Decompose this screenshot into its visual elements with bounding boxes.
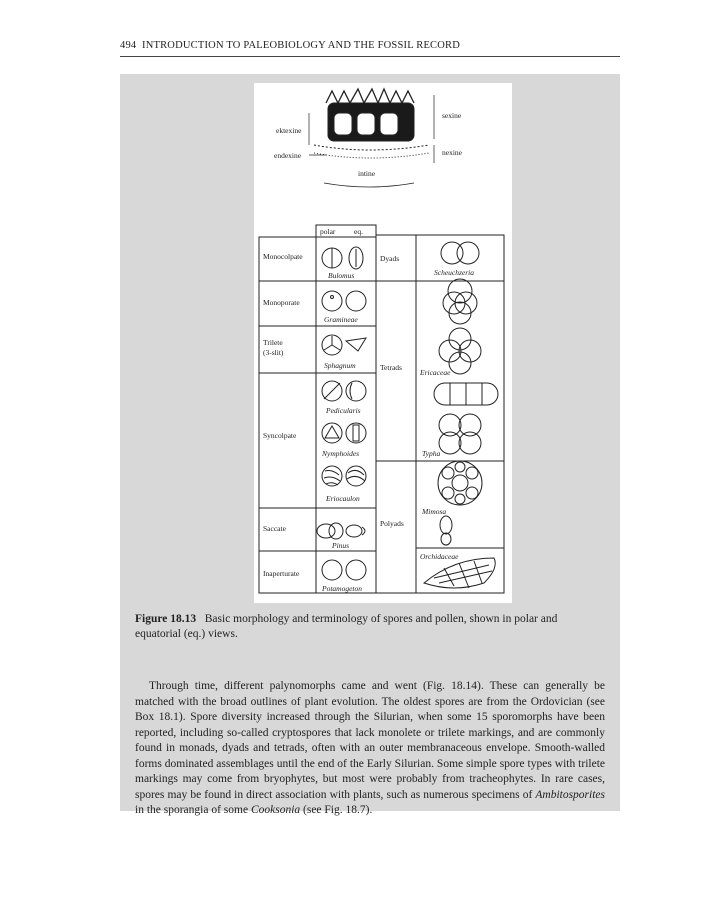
right-glyphs (424, 242, 498, 588)
cat-polyads: Polyads (380, 519, 404, 528)
table-grid (259, 225, 504, 593)
taxon-cooksonia: Cooksonia (250, 804, 301, 816)
cat-trilete-line1: Trilete (263, 338, 283, 347)
header-eq: eq. (354, 227, 363, 236)
cat-saccate: Saccate (263, 524, 286, 533)
ex-nymphoides: Nymphoides (322, 449, 360, 458)
ex-mimosa: Mimosa (422, 507, 447, 516)
pollen-diagram (254, 83, 512, 603)
cat-trilete-line2: (3-slit) (263, 348, 284, 357)
page-number: 494 (120, 40, 137, 51)
ex-scheuchzeria: Scheuchzeria (434, 268, 474, 277)
caption-text: Basic morphology and terminology of spores and pollen, shown in polar and equatorial (eq.) views. (135, 613, 558, 640)
ex-typha: Typha (422, 449, 441, 458)
label-endexine: endexine (274, 151, 302, 160)
ex-gramineae: Gramineae (324, 315, 358, 324)
header-polar: polar (320, 227, 336, 236)
ex-eriocaulon: Eriocaulon (326, 494, 360, 503)
paragraph-end: (see Fig. 18.7). (303, 804, 373, 816)
ex-orchidaceae: Orchidaceae (420, 552, 459, 561)
figure-caption (135, 612, 605, 642)
label-intine: intine (358, 169, 376, 178)
label-ektexine: ektexine (276, 126, 302, 135)
caption-label: Figure 18.13 (135, 613, 197, 625)
paragraph (135, 679, 605, 819)
cat-inaperturate: Inaperturate (263, 569, 300, 578)
cat-dyads: Dyads (380, 254, 400, 263)
label-nexine: nexine (442, 148, 462, 157)
cat-syncolpate: Syncolpate (263, 431, 297, 440)
running-header (120, 40, 620, 51)
ex-sphagnum: Sphagnum (324, 361, 356, 370)
cat-monocolpate: Monocolpate (263, 252, 303, 261)
paragraph-mid: in the sporangia of some (135, 804, 249, 816)
body-text (135, 679, 605, 819)
paragraph-text: Through time, different palynomorphs came and went (Fig. 18.14). These can generally be matched with the broad outlines of plant evolution. The oldest spores are from the Ordovician (see Box 18.1). Spore diversity increased through the Silurian, when some 15 sporomorphs have been reported, including so-called cryptospores that lack monolete or trilete markings, and are commonly found in monads, dyads and tetrads, often with an outer membranaceous envelope. Smooth-walled forms dominated assemblages until the end of the Early Silurian. Some simple spore types with trilete markings may come from bryophytes, but most were probably from tracheophytes. In rare cases, spores may be found in direct association with plants, such as numerous specimens of (135, 680, 605, 801)
taxon-ambitosporites: Ambitosporites (535, 788, 605, 801)
header-rule (120, 56, 620, 57)
ex-pinus: Pinus (332, 541, 350, 550)
ex-bulomus: Bulomus (328, 271, 355, 280)
cat-monoporate: Monoporate (263, 298, 300, 307)
label-sexine: sexine (442, 111, 462, 120)
cat-tetrads: Tetrads (380, 363, 402, 372)
ex-pedicularis: Pedicularis (326, 406, 361, 415)
running-title: INTRODUCTION TO PALEOBIOLOGY AND THE FOSSIL RECORD (142, 40, 461, 51)
ex-ericaceae: Ericaceae (420, 368, 451, 377)
ex-potamogeton: Potamogeton (322, 584, 362, 593)
figure-illustration (254, 83, 512, 603)
